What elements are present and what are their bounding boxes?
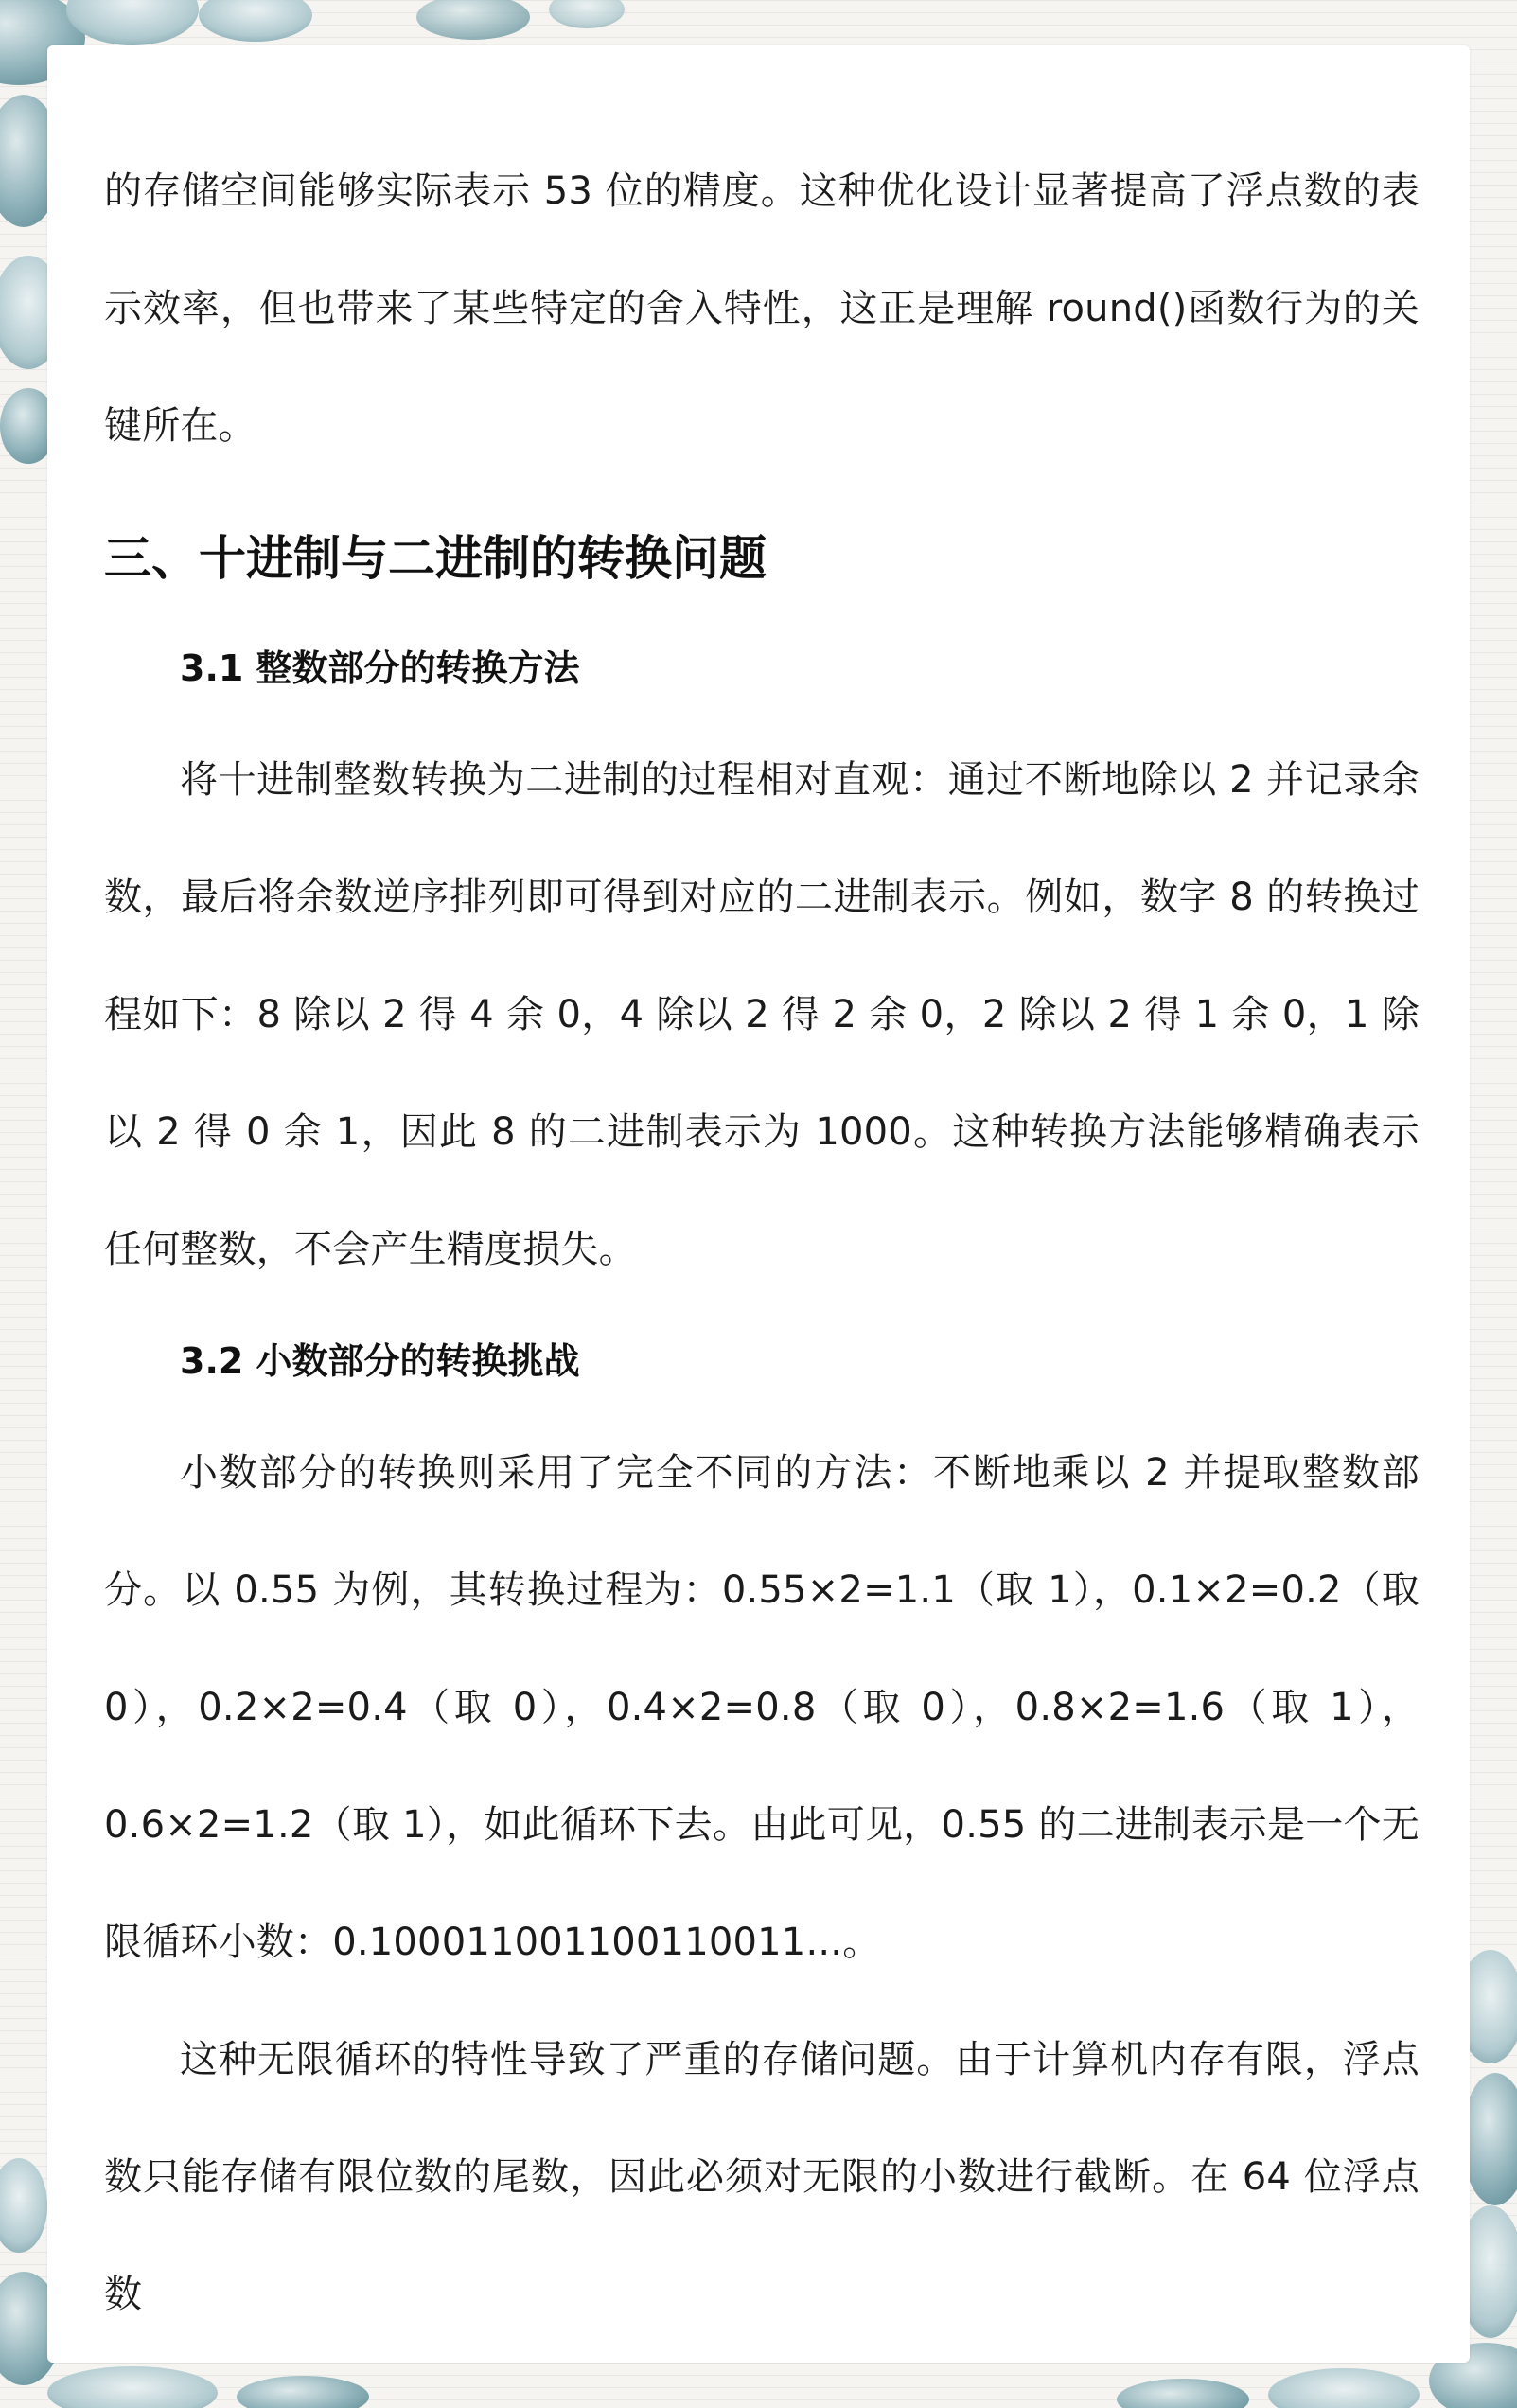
subsection-1-paragraph: 将十进制整数转换为二进制的过程相对直观：通过不断地除以 2 并记录余数，最后将余数逆序排列即可得到对应的二进制表示。例如，数字 8 的转换过程如下：8 除以 2 得 4 余 0，4 除以 2 得 2 余 0，2 除以 2 得 1 余 0，1 除以 2 得 0 余 1，因此 8 的二进制表示为 1000。这种转换方法能够精确表示任何整数，不会产生精度损失。 <box>104 758 1420 1271</box>
subsection-1-heading: 3.1 整数部分的转换方法 <box>180 647 580 689</box>
subsection-2-paragraph-1: 小数部分的转换则采用了完全不同的方法：不断地乘以 2 并提取整数部分。以 0.55 为例，其转换过程为：0.55×2=1.1（取 1），0.1×2=0.2（取 0），0.2×2=0.4（取 0），0.4×2=0.8（取 0），0.8×2=1.6（取 1），0.6×2=1.2（取 1），如此循环下去。由此可见，0.55 的二进制表示是一个无限循环小数：0.100011001100110011...。 <box>104 1451 1420 1964</box>
section-heading: 三、十进制与二进制的转换问题 <box>104 531 767 586</box>
subsection-2-heading: 3.2 小数部分的转换挑战 <box>180 1340 580 1382</box>
intro-paragraph: 的存储空间能够实际表示 53 位的精度。这种优化设计显著提高了浮点数的表示效率，但也带来了某些特定的舍入特性，这正是理解 round()函数行为的关键所在。 <box>104 169 1420 448</box>
subsection-2-paragraph-2: 这种无限循环的特性导致了严重的存储问题。由于计算机内存有限，浮点数只能存储有限位数的尾数，因此必须对无限的小数进行截断。在 64 位浮点数 <box>104 2038 1420 2316</box>
document-content <box>104 133 1420 2353</box>
